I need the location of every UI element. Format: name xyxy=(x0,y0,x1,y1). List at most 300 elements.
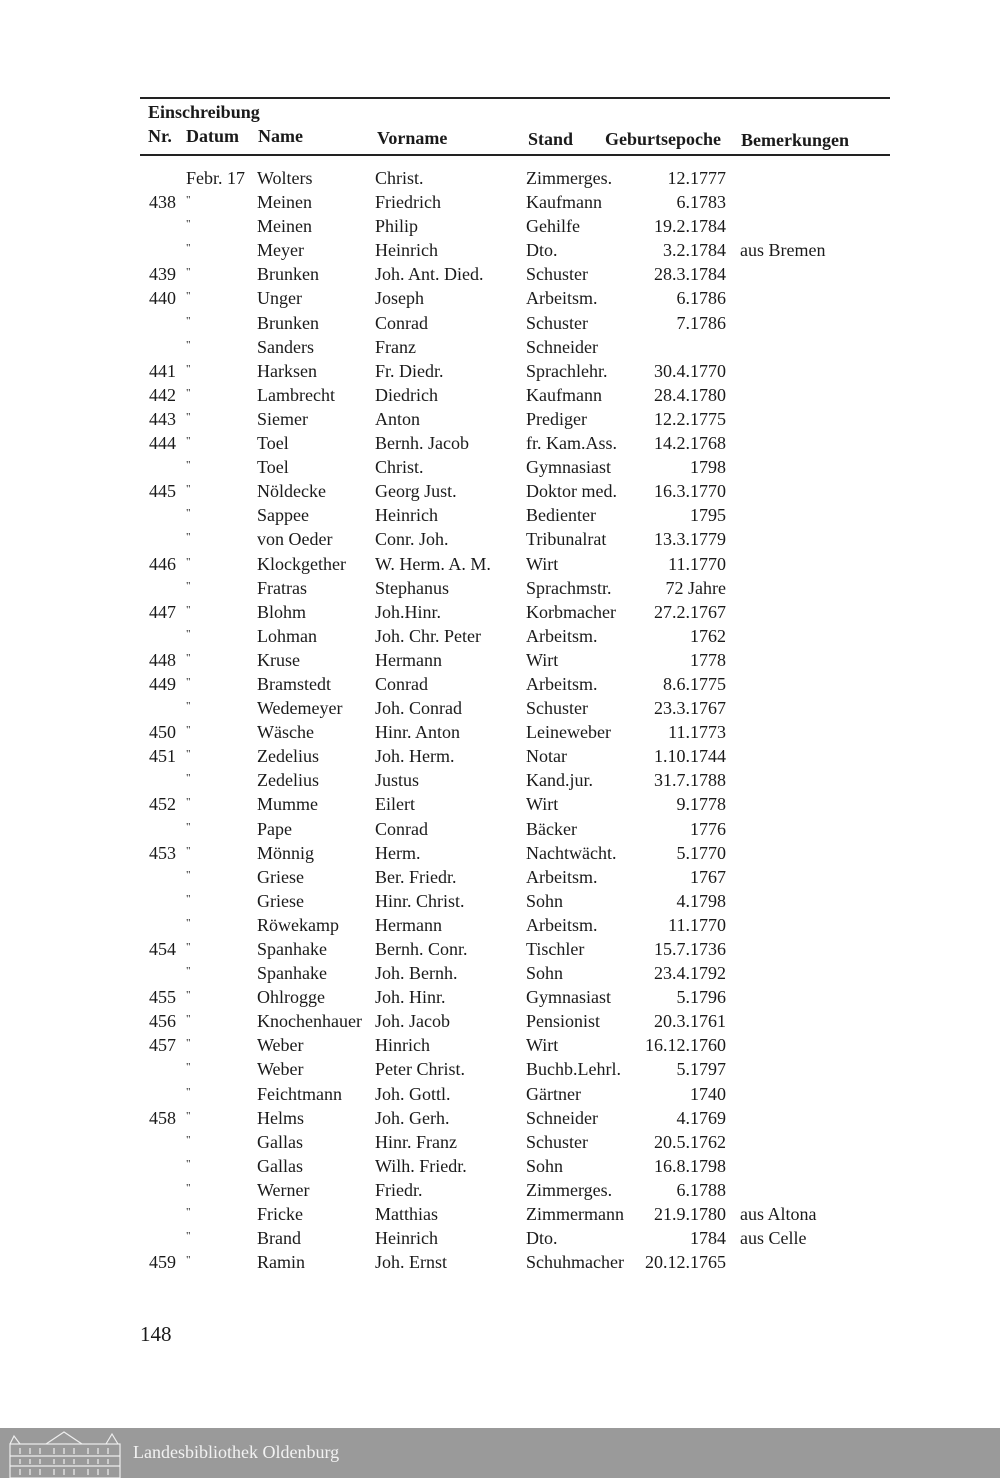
table-row xyxy=(0,939,1000,963)
entry-name: Weber xyxy=(257,1035,304,1056)
entry-date: " xyxy=(186,651,191,664)
entry-name: Meinen xyxy=(257,192,312,213)
entry-vorname: Heinrich xyxy=(375,505,438,526)
entry-stand: Arbeitsm. xyxy=(526,673,598,694)
entry-name: Werner xyxy=(257,1179,310,1200)
entry-date: " xyxy=(186,1181,191,1194)
entry-name: Feichtmann xyxy=(257,1083,342,1104)
entry-name: Nöldecke xyxy=(257,481,326,502)
entry-geburtsepoche: 1784 xyxy=(690,1228,726,1249)
table-row xyxy=(0,770,1000,794)
entry-name: Sanders xyxy=(257,336,314,357)
entry-stand: Wirt xyxy=(526,649,559,670)
entry-geburtsepoche: 16.8.1798 xyxy=(654,1155,726,1176)
entry-geburtsepoche: 11.1770 xyxy=(668,914,726,935)
entry-stand: Kaufmann xyxy=(526,192,602,213)
entry-stand: Sprachmstr. xyxy=(526,577,612,598)
entry-name: Siemer xyxy=(257,408,308,429)
table-row xyxy=(0,1228,1000,1252)
entry-geburtsepoche: 5.1797 xyxy=(676,1059,726,1080)
entry-stand: Doktor med. xyxy=(526,481,617,502)
col-geburt: Geburtsepoche xyxy=(605,129,721,149)
table-row xyxy=(0,529,1000,553)
entry-stand: Wirt xyxy=(526,794,559,815)
entry-vorname: Conr. Joh. xyxy=(375,529,449,550)
entry-number: 458 xyxy=(149,1107,176,1128)
entry-vorname: Joh. Bernh. xyxy=(375,963,458,984)
entry-vorname: Joh. Herm. xyxy=(375,746,455,767)
entry-geburtsepoche: 23.4.1792 xyxy=(654,963,726,984)
entry-stand: Prediger xyxy=(526,408,587,429)
entry-stand: Notar xyxy=(526,746,567,767)
entry-name: Toel xyxy=(257,457,289,478)
entry-stand: Dto. xyxy=(526,1228,558,1249)
entry-date: " xyxy=(186,844,191,857)
entry-stand: Gymnasiast xyxy=(526,987,611,1008)
entry-date: " xyxy=(186,1133,191,1146)
footer-label: Landesbibliothek Oldenburg xyxy=(133,1442,340,1462)
entry-vorname: Matthias xyxy=(375,1204,438,1225)
col-datum: Datum xyxy=(186,126,239,146)
entry-vorname: Peter Christ. xyxy=(375,1059,465,1080)
table-row xyxy=(0,264,1000,288)
entry-number: 438 xyxy=(149,192,176,213)
entry-stand: Leineweber xyxy=(526,722,611,743)
entry-geburtsepoche: 16.12.1760 xyxy=(645,1035,726,1056)
entry-geburtsepoche: 1767 xyxy=(690,866,726,887)
entry-date: " xyxy=(186,531,191,544)
header-group: Einschreibung xyxy=(148,102,260,122)
entry-stand: Arbeitsm. xyxy=(526,625,598,646)
entry-name: Blohm xyxy=(257,601,307,622)
entry-vorname: Friedr. xyxy=(375,1179,423,1200)
entry-number: 441 xyxy=(149,360,176,381)
entry-date: " xyxy=(186,868,191,881)
entry-geburtsepoche: 21.9.1780 xyxy=(654,1204,726,1225)
table-row xyxy=(0,867,1000,891)
top-rule xyxy=(140,97,890,99)
entry-stand: Zimmerges. xyxy=(526,168,613,188)
entry-geburtsepoche: 3.2.1784 xyxy=(663,240,726,261)
entry-geburtsepoche: 7.1786 xyxy=(676,312,726,333)
entry-name: Wolters xyxy=(257,168,313,188)
entry-date: " xyxy=(186,242,191,255)
entry-stand: Sprachlehr. xyxy=(526,360,608,381)
entry-geburtsepoche: 6.1788 xyxy=(676,1179,726,1200)
entry-stand: Sohn xyxy=(526,963,564,984)
entry-vorname: Friedrich xyxy=(375,192,441,213)
entry-date: " xyxy=(186,218,191,231)
entry-name: Bramstedt xyxy=(257,673,331,694)
entry-stand: Zimmerges. xyxy=(526,1179,613,1200)
table-row xyxy=(0,192,1000,216)
entry-vorname: Conrad xyxy=(375,312,428,333)
table-row xyxy=(0,240,1000,264)
entry-date: " xyxy=(186,1254,191,1267)
entry-date: " xyxy=(186,1037,191,1050)
entry-name: Spanhake xyxy=(257,939,327,959)
col-vorname: Vorname xyxy=(377,128,448,148)
entry-geburtsepoche: 31.7.1788 xyxy=(654,770,726,791)
entry-date: " xyxy=(186,700,191,713)
entry-name: Pape xyxy=(257,818,292,839)
entry-date: " xyxy=(186,459,191,472)
table-row xyxy=(0,794,1000,818)
table-row xyxy=(0,168,1000,192)
entry-date: " xyxy=(186,748,191,761)
table-row xyxy=(0,1108,1000,1132)
entry-geburtsepoche: 20.3.1761 xyxy=(654,1011,726,1032)
entry-number: 456 xyxy=(149,1011,176,1032)
table-row xyxy=(0,891,1000,915)
entry-geburtsepoche: 1776 xyxy=(690,818,726,839)
table-row xyxy=(0,650,1000,674)
entry-geburtsepoche: 16.3.1770 xyxy=(654,481,726,502)
entry-name: Brand xyxy=(257,1228,301,1249)
entry-date: " xyxy=(186,194,191,207)
entry-number: 455 xyxy=(149,987,176,1008)
entry-vorname: Conrad xyxy=(375,673,428,694)
entry-vorname: Bernh. Conr. xyxy=(375,939,468,959)
entry-number: 451 xyxy=(149,746,176,767)
entry-number: 446 xyxy=(149,553,176,574)
entry-date: " xyxy=(186,989,191,1002)
entry-date: " xyxy=(186,724,191,737)
entry-geburtsepoche: 12.1777 xyxy=(667,168,726,188)
entry-stand: Arbeitsm. xyxy=(526,914,598,935)
entry-number: 442 xyxy=(149,384,176,405)
table-row xyxy=(0,1204,1000,1228)
entry-name: Gallas xyxy=(257,1155,303,1176)
entry-vorname: Joh.Hinr. xyxy=(375,601,442,622)
entry-bemerkung: aus Celle xyxy=(740,1228,807,1249)
entry-geburtsepoche: 11.1773 xyxy=(668,722,726,743)
entry-bemerkung: aus Bremen xyxy=(740,240,826,261)
entry-name: Weber xyxy=(257,1059,304,1080)
entry-date: " xyxy=(186,1013,191,1026)
entry-bemerkung: aus Altona xyxy=(740,1204,817,1225)
table-row xyxy=(0,626,1000,650)
entry-date: " xyxy=(186,820,191,833)
entry-name: Zedelius xyxy=(257,770,319,791)
entry-stand: Schuster xyxy=(526,1131,588,1152)
entry-name: Klockgether xyxy=(257,553,346,574)
entry-geburtsepoche: 14.2.1768 xyxy=(654,433,726,454)
entry-name: Lambrecht xyxy=(257,384,335,405)
entry-date: " xyxy=(186,266,191,279)
entry-geburtsepoche: 30.4.1770 xyxy=(654,360,726,381)
entry-number: 454 xyxy=(149,939,176,959)
entry-date: " xyxy=(186,290,191,303)
table-row xyxy=(0,288,1000,312)
entry-date: " xyxy=(186,1085,191,1098)
entry-stand: Nachtwächt. xyxy=(526,842,617,863)
entry-name: Wedemeyer xyxy=(257,698,343,719)
entry-geburtsepoche: 1740 xyxy=(690,1083,726,1104)
entry-stand: Gymnasiast xyxy=(526,457,611,478)
entry-date: " xyxy=(186,941,191,953)
entry-geburtsepoche: 1762 xyxy=(690,625,726,646)
table-row xyxy=(0,698,1000,722)
entry-vorname: Hermann xyxy=(375,649,442,670)
col-bem: Bemerkungen xyxy=(741,130,849,150)
entry-vorname: Stephanus xyxy=(375,577,449,598)
table-row xyxy=(0,746,1000,770)
entry-stand: Tribunalrat xyxy=(526,529,607,550)
entry-name: Meinen xyxy=(257,216,312,237)
entry-number: 444 xyxy=(149,433,176,454)
table-row xyxy=(0,722,1000,746)
entry-geburtsepoche: 6.1783 xyxy=(676,192,726,213)
entry-date: " xyxy=(186,772,191,785)
table-row xyxy=(0,385,1000,409)
page-number: 148 xyxy=(140,1322,172,1346)
entry-name: Gallas xyxy=(257,1131,303,1152)
entry-stand: Sohn xyxy=(526,890,564,911)
entry-number: 449 xyxy=(149,673,176,694)
entry-name: Ohlrogge xyxy=(257,987,325,1008)
entry-number: 459 xyxy=(149,1252,176,1273)
table-row xyxy=(0,361,1000,385)
entry-stand: Kand.jur. xyxy=(526,770,593,791)
entry-date: Febr. 17 xyxy=(186,168,246,188)
entry-number: 445 xyxy=(149,481,176,502)
table-row xyxy=(0,1059,1000,1083)
entry-geburtsepoche: 5.1770 xyxy=(676,842,726,863)
entry-stand: Tischler xyxy=(526,939,585,959)
library-building-icon xyxy=(6,1430,124,1478)
entry-number: 452 xyxy=(149,794,176,815)
entry-stand: Pensionist xyxy=(526,1011,601,1032)
table-row xyxy=(0,1180,1000,1204)
entry-date: " xyxy=(186,362,191,375)
table-row xyxy=(0,1035,1000,1059)
entry-vorname: Joh. Ant. Died. xyxy=(375,264,484,285)
entry-name: Sappee xyxy=(257,505,309,526)
entry-vorname: Hinr. Christ. xyxy=(375,890,465,911)
entry-vorname: Hinr. Franz xyxy=(375,1131,457,1152)
entry-vorname: Georg Just. xyxy=(375,481,457,502)
entry-vorname: Joh. Conrad xyxy=(375,698,462,719)
entry-date: " xyxy=(186,1157,191,1170)
entry-vorname: Joh. Chr. Peter xyxy=(375,625,481,646)
entry-stand: Schuster xyxy=(526,312,588,333)
entry-number: 453 xyxy=(149,842,176,863)
entry-date: " xyxy=(186,1230,191,1243)
entry-vorname: Heinrich xyxy=(375,240,438,261)
entry-geburtsepoche: 1.10.1744 xyxy=(654,746,726,767)
table-row xyxy=(0,554,1000,578)
entry-vorname: Wilh. Friedr. xyxy=(375,1155,467,1176)
entry-date: " xyxy=(186,435,191,448)
entry-stand: Schneider xyxy=(526,336,598,357)
entry-name: Fricke xyxy=(257,1204,303,1225)
entry-date: " xyxy=(186,965,191,978)
entry-name: Toel xyxy=(257,433,289,454)
table-row xyxy=(0,313,1000,337)
table-row xyxy=(0,987,1000,1011)
table-row xyxy=(0,1252,1000,1276)
entry-date: " xyxy=(186,579,191,592)
col-stand: Stand xyxy=(528,129,574,149)
entry-number: 457 xyxy=(149,1035,176,1056)
entry-vorname: Herm. xyxy=(375,842,421,863)
entry-vorname: Christ. xyxy=(375,168,424,188)
table-row xyxy=(0,481,1000,505)
entry-vorname: Diedrich xyxy=(375,384,438,405)
entry-name: von Oeder xyxy=(257,529,333,550)
col-name: Name xyxy=(258,126,303,146)
entry-number: 440 xyxy=(149,288,176,309)
entry-geburtsepoche: 9.1778 xyxy=(676,794,726,815)
table-row xyxy=(0,674,1000,698)
entry-name: Brunken xyxy=(257,264,319,285)
entry-vorname: Joh. Gottl. xyxy=(375,1083,451,1104)
footer-bar xyxy=(0,1428,1000,1478)
entry-vorname: Conrad xyxy=(375,818,428,839)
entry-name: Zedelius xyxy=(257,746,319,767)
entry-number: 447 xyxy=(149,601,176,622)
header-rule xyxy=(140,154,890,156)
table-row xyxy=(0,505,1000,529)
entry-date: " xyxy=(186,675,191,688)
entry-stand: Gärtner xyxy=(526,1083,581,1104)
entry-name: Meyer xyxy=(257,240,304,261)
entry-stand: Bedienter xyxy=(526,505,596,526)
entry-name: Mumme xyxy=(257,794,318,815)
table-row xyxy=(0,819,1000,843)
entry-geburtsepoche: 72 Jahre xyxy=(665,577,726,598)
entry-geburtsepoche: 23.3.1767 xyxy=(654,698,726,719)
entry-vorname: Joh. Hinr. xyxy=(375,987,446,1008)
entry-vorname: Justus xyxy=(375,770,420,791)
table-row xyxy=(0,1132,1000,1156)
entry-name: Ramin xyxy=(257,1252,305,1273)
entry-geburtsepoche: 12.2.1775 xyxy=(654,408,726,429)
table-row xyxy=(0,409,1000,433)
entry-geburtsepoche: 4.1769 xyxy=(676,1107,726,1128)
entry-date: " xyxy=(186,338,191,351)
entry-geburtsepoche: 5.1796 xyxy=(676,987,726,1008)
entry-stand: Schuster xyxy=(526,698,588,719)
entry-name: Spanhake xyxy=(257,963,327,984)
entry-stand: Schuhmacher xyxy=(526,1252,624,1273)
entry-stand: Kaufmann xyxy=(526,384,602,405)
entry-vorname: W. Herm. A. M. xyxy=(375,553,491,574)
entry-vorname: Anton xyxy=(375,408,420,429)
entry-vorname: Hermann xyxy=(375,914,442,935)
table-row xyxy=(0,602,1000,626)
entry-stand: Sohn xyxy=(526,1155,564,1176)
entry-stand: Dto. xyxy=(526,240,558,261)
entry-date: " xyxy=(186,410,191,423)
entry-geburtsepoche: 1798 xyxy=(690,457,726,478)
entry-geburtsepoche: 20.12.1765 xyxy=(645,1252,726,1273)
entry-vorname: Joseph xyxy=(375,288,424,309)
table-row xyxy=(0,1084,1000,1108)
entry-name: Röwekamp xyxy=(257,914,339,935)
entry-geburtsepoche: 15.7.1736 xyxy=(654,939,726,959)
entry-name: Unger xyxy=(257,288,302,309)
entry-stand: fr. Kam.Ass. xyxy=(526,433,617,454)
entry-vorname: Joh. Ernst xyxy=(375,1252,447,1273)
table-row xyxy=(0,337,1000,361)
entry-date: " xyxy=(186,1109,191,1122)
entry-name: Helms xyxy=(257,1107,304,1128)
entry-stand: Wirt xyxy=(526,553,559,574)
entry-date: " xyxy=(186,603,191,616)
entry-geburtsepoche: 4.1798 xyxy=(676,890,726,911)
entry-name: Griese xyxy=(257,890,304,911)
entry-geburtsepoche: 19.2.1784 xyxy=(654,216,726,237)
entry-geburtsepoche: 28.3.1784 xyxy=(654,264,726,285)
entry-geburtsepoche: 1778 xyxy=(690,649,726,670)
entry-date: " xyxy=(186,386,191,399)
entry-date: " xyxy=(186,1061,191,1074)
entry-vorname: Christ. xyxy=(375,457,424,478)
entry-geburtsepoche: 11.1770 xyxy=(668,553,726,574)
entry-name: Lohman xyxy=(257,625,317,646)
entry-date: " xyxy=(186,892,191,905)
entry-geburtsepoche: 1795 xyxy=(690,505,726,526)
col-nr: Nr. xyxy=(148,126,172,146)
table-row xyxy=(0,963,1000,987)
entry-vorname: Joh. Jacob xyxy=(375,1011,450,1032)
entry-stand: Zimmermann xyxy=(526,1204,624,1225)
entry-stand: Gehilfe xyxy=(526,216,580,237)
entry-geburtsepoche: 13.3.1779 xyxy=(654,529,726,550)
entry-number: 439 xyxy=(149,264,176,285)
entry-stand: Arbeitsm. xyxy=(526,288,598,309)
table-row xyxy=(0,457,1000,481)
entry-date: " xyxy=(186,796,191,809)
entry-geburtsepoche: 20.5.1762 xyxy=(654,1131,726,1152)
entry-vorname: Heinrich xyxy=(375,1228,438,1249)
entry-vorname: Bernh. Jacob xyxy=(375,433,469,454)
entry-stand: Arbeitsm. xyxy=(526,866,598,887)
entry-stand: Schuster xyxy=(526,264,588,285)
entry-name: Knochenhauer xyxy=(257,1011,362,1032)
table-row xyxy=(0,1156,1000,1180)
entry-geburtsepoche: 8.6.1775 xyxy=(663,673,726,694)
table-row xyxy=(0,433,1000,457)
entry-stand: Buchb.Lehrl. xyxy=(526,1059,621,1080)
entry-geburtsepoche: 28.4.1780 xyxy=(654,384,726,405)
table-row xyxy=(0,1011,1000,1035)
entry-date: " xyxy=(186,555,191,568)
entry-number: 443 xyxy=(149,408,176,429)
entry-stand: Schneider xyxy=(526,1107,598,1128)
entry-date: " xyxy=(186,314,191,327)
entry-name: Fratras xyxy=(257,577,307,598)
entry-date: " xyxy=(186,916,191,929)
entry-geburtsepoche: 6.1786 xyxy=(676,288,726,309)
entry-name: Brunken xyxy=(257,312,319,333)
entry-vorname: Hinrich xyxy=(375,1035,430,1056)
table-row xyxy=(0,578,1000,602)
register-table xyxy=(0,168,1000,1276)
entry-vorname: Franz xyxy=(375,336,416,357)
entry-stand: Wirt xyxy=(526,1035,559,1056)
entry-stand: Bäcker xyxy=(526,818,577,839)
entry-name: Griese xyxy=(257,866,304,887)
entry-number: 450 xyxy=(149,722,176,743)
entry-date: " xyxy=(186,1206,191,1219)
table-row xyxy=(0,216,1000,240)
entry-name: Kruse xyxy=(257,649,300,670)
entry-name: Harksen xyxy=(257,360,317,381)
entry-date: " xyxy=(186,483,191,496)
